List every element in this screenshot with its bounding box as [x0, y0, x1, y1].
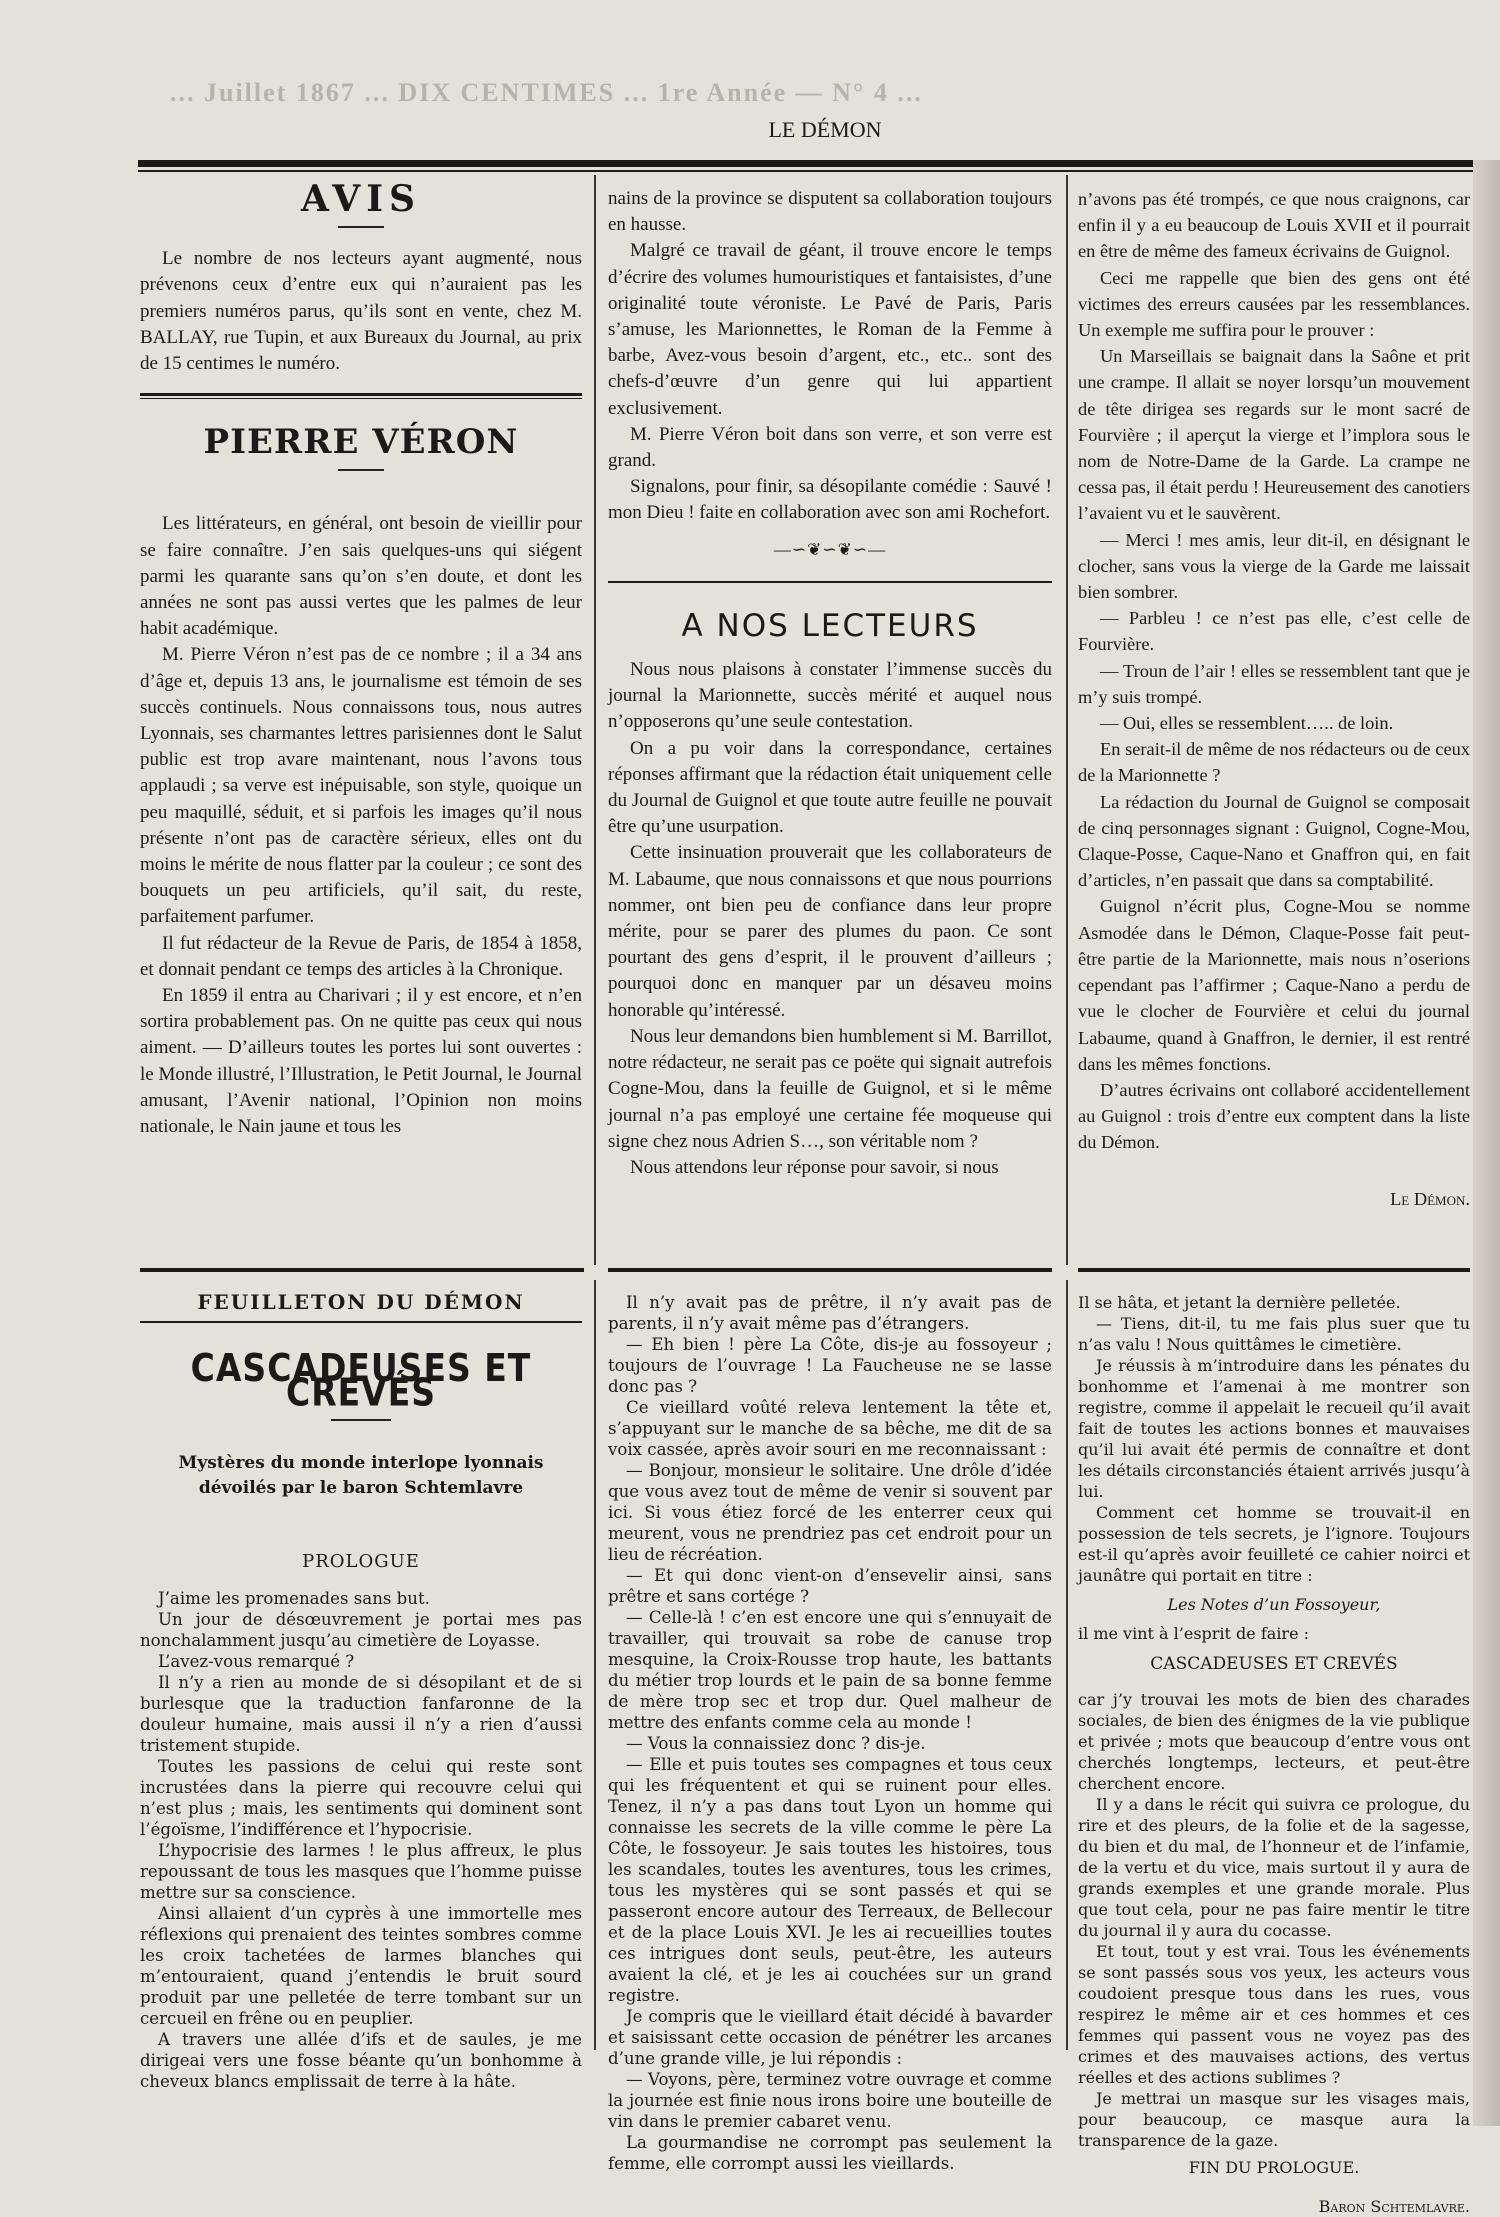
veron-paragraph: M. Pierre Véron n’est pas de ce nombre ; il a 34 ans d’âge et, depuis 13 ans, le journalisme est témoin de ses succès continuels. Nous connaissons tous, nous autres Lyonnais, ses charmantes lettres parisiennes dont le Salut public est trop avare maintenant, nous l’avons tous applaudi ; sa verve est inépuisable, son style, quoique un peu maquillé, séduit, et si parfois les images qu’il nous présente n’ont pas de caractère sérieux, elles ont du moins le mérite de nous flatter par la couleur ; ce sont des bouquets un peu artificiels, qu’il sait, du reste, parfaitement parfumer. — [140, 644, 582, 928]
feuilleton-paragraph: A travers une allée d’ifs et de saules, je me dirigeai vers une fosse béante qu’un bonhomme à cheveux blancs emplissait de terre à la hâte. — [140, 2030, 582, 2091]
lecteurs-paragraph: La rédaction du Journal de Guignol se composait de cinq personnages signant : Guignol, Cogne-Mou, Claque-Posse, Caque-Nano et Gnaffron qui, en fait d’articles, n’en passait que dans sa comptabilité. — [1078, 791, 1470, 891]
feuilleton-paragraph: il me vint à l’esprit de faire : — [1078, 1624, 1310, 1643]
feuilleton-paragraph: Il n’y a rien au monde de si désopilant et de si burlesque que la traduction fanfaronne de la douleur humaine, mais aussi il n’y a rien d’aussi tristement stupide. — [140, 1673, 582, 1755]
column-left — [140, 178, 582, 1140]
column-separator — [1066, 175, 1068, 1265]
veron-paragraph: Malgré ce travail de géant, il trouve encore le temps d’écrire des volumes humouristiques et fantaisistes, d’une originalité toute véroniste. Le Pavé de Paris, Paris s’amuse, les Marionnettes, le Roman de la Femme à barbe, Avez-vous besoin d’argent, etc., etc.. sont des chefs-d’œuvre d’un genre qui lui appartient exclusivement. — [608, 240, 1052, 419]
lecteurs-paragraph: Cette insinuation prouverait que les collaborateurs de M. Labaume, que nous connaissons et que nous pourrions nommer, ont bien peu de confiance dans leur propre mérite, pour se parer des plumes du paon. Ce sont pourtant des gens d’esprit, il le prouvent d’ailleurs ; pourquoi donc en manquer par un désaveu moins honorable qu’intéressé. — [608, 842, 1052, 1021]
page-edge-shadow — [1473, 160, 1500, 2126]
inner-title: CASCADEUSES ET CREVÉS — [1150, 1654, 1398, 1674]
top-rule — [138, 160, 1488, 167]
lecteurs-paragraph: On a pu voir dans la correspondance, certaines réponses affirmant que la rédaction était uniquement celle du Journal de Guignol et que toute autre feuille ne pouvait être qu’une usurpation. — [608, 737, 1052, 838]
lecteurs-title: A NOS LECTEURS — [681, 607, 979, 644]
feuilleton-paragraph: car j’y trouvai les mots de bien des charades sociales, de bien des énigmes de la vie publique et privée ; mots que beaucoup d’entre vous ont cherchés longtemps, lecteurs, et peut-être cherchent encore. — [1078, 1690, 1470, 1793]
feuilleton-title: CASCADEUSES ET CREVÉS — [190, 1345, 532, 1415]
lecteurs-paragraph: — Troun de l’air ! elles se ressemblent tant que je m’y suis trompé. — [1078, 660, 1470, 707]
feuilleton-subtitle: Mystères du monde interlope lyonnais dévoilés par le baron Schtemlavre — [178, 1453, 544, 1498]
feuilleton-paragraph: Il n’y avait pas de prêtre, il n’y avait pas de parents, il n’y avait même pas d’étrangers. — [608, 1293, 1052, 1333]
feuilleton-rule — [608, 1268, 1052, 1272]
veron-title: PIERRE VÉRON — [203, 422, 519, 463]
feuilleton-column-2 — [608, 1292, 1052, 2174]
feuilleton-paragraph: — Eh bien ! père La Côte, dis-je au fossoyeur ; toujours de l’ouvrage ! La Faucheuse ne se lasse donc pas ? — [608, 1335, 1052, 1396]
feuilleton-paragraph: Un jour de désœuvrement je portai mes pas nonchalamment jusqu’au cimetière de Loyasse. — [140, 1610, 582, 1650]
divider — [338, 226, 384, 228]
lecteurs-paragraph: — Merci ! mes amis, leur dit-il, en désignant le clocher, sans vous la vierge de la Garde me laissait bien sombrer. — [1078, 529, 1470, 603]
feuilleton-paragraph: La gourmandise ne corrompt pas seulement la femme, elle corrompt aussi les vieillards. — [608, 2133, 1052, 2173]
fin-prologue: FIN DU PROLOGUE. — [1188, 2158, 1360, 2177]
feuilleton-paragraph: — Voyons, père, terminez votre ouvrage et comme la journée est finie nous irons boire une bouteille de vin dans le premier cabaret venu. — [608, 2070, 1052, 2131]
veron-paragraph: Les littérateurs, en général, ont besoin de vieillir pour se faire connaître. J’en sais quelques-uns qui siégent parmi les quarante sans qu’on s’en doute, et dont les années ne sont pas aussi vertes que les palmes de leur habit académique. — [140, 513, 582, 640]
column-separator — [594, 1280, 596, 2050]
section-rule-thin — [140, 398, 582, 399]
feuilleton-paragraph: Je réussis à m’introduire dans les pénates du bonhomme et l’amenai à me montrer son registre, comme il appelait le recueil qu’il avait fait de toutes les actions bonnes et mauvaises qu’il lui avait été permis de connaître et dont les détails circonstanciés étaient arrivés jusqu’à lui. — [1078, 1356, 1470, 1501]
feuilleton-header: FEUILLETON DU DÉMON — [197, 1290, 525, 1314]
feuilleton-column-1 — [140, 1282, 582, 2092]
faint-header: ... Juillet 1867 ... DIX CENTIMES ... 1re Année — N° 4 ... — [170, 78, 923, 107]
feuilleton-paragraph: Je mettrai un masque sur les visages mais, pour beaucoup, ce masque aura la transparence de la gaze. — [1078, 2089, 1470, 2150]
lecteurs-paragraph: En serait-il de même de nos rédacteurs ou de ceux de la Marionnette ? — [1078, 739, 1470, 786]
feuilleton-paragraph: Je compris que le vieillard était décidé à bavarder et saisissant cette occasion de pénétrer les arcanes d’une grande ville, je lui répondis : — [608, 2007, 1052, 2068]
veron-paragraph: En 1859 il entra au Charivari ; il y est encore, et n’en sortira probablement pas. On ne quitte pas ceux qui nous aiment. — D’ailleurs toutes les portes lui sont ouvertes : le Monde illustré, l’Illustration, le Petit Journal, le Journal amusant, l’Avenir national, l’Opinion non moins nationale, le Nain jaune et tous les — [140, 985, 582, 1138]
column-right — [1078, 186, 1470, 1212]
column-middle — [608, 186, 1052, 1181]
feuilleton-paragraph: Comment cet homme se trouvait-il en possession de tels secrets, je l’ignore. Toujours est-il qu’après avoir feuilleté ce cahier noirci et jaunâtre qui portait en titre : — [1078, 1503, 1470, 1585]
ornament: —∽❦∽❦∽— — [773, 539, 887, 559]
divider — [338, 469, 384, 471]
lecteurs-signature: Le Démon. — [1390, 1188, 1470, 1209]
top-rule-thin — [138, 170, 1488, 172]
veron-paragraph: Il fut rédacteur de la Revue de Paris, de 1854 à 1858, et donnait pendant ce temps des articles à la Chronique. — [140, 932, 582, 980]
feuilleton-paragraph: — Tiens, dit-il, tu me fais plus suer que tu n’as valu ! Nous quittâmes le cimetière. — [1078, 1314, 1470, 1354]
section-rule — [140, 393, 582, 396]
lecteurs-paragraph: Nous leur demandons bien humblement si M. Barrillot, notre rédacteur, ne serait pas ce poëte qui signait autrefois Cogne-Mou, dans la feuille de Guignol, et si le même journal n’a pas employé une certaine fée moqueuse qui signe chez nous Adrien S…, son véritable nom ? — [608, 1025, 1052, 1152]
lecteurs-paragraph: Guignol n’écrit plus, Cogne-Mou se nomme Asmodée dans le Démon, Claque-Posse fait peut-être partie de la Marionnette, mais nous n’oserions cependant pas l’affirmer ; Caque-Nano a perdu de vue le clocher de Fourvière et celui du journal Labaume, quand à Gnaffron, le dernier, il est rentré dans les mêmes fonctions. — [1078, 896, 1470, 1074]
section-rule — [140, 1321, 582, 1323]
feuilleton-paragraph: Toutes les passions de celui qui reste sont incrustées dans la pierre qui recouvre celui qui n’est plus ; mais, les sentiments qui dominent sont l’égoïsme, l’indifférence et l’hypocrisie. — [140, 1757, 582, 1839]
lecteurs-paragraph: D’autres écrivains ont collaboré accidentellement au Guignol : trois d’entre eux comptent dans la liste du Démon. — [1078, 1079, 1470, 1153]
feuilleton-paragraph: Il se hâta, et jetant la dernière pelletée. — [1078, 1293, 1401, 1312]
lecteurs-paragraph: — Oui, elles se ressemblent….. de loin. — [1100, 713, 1394, 734]
feuilleton-paragraph: Ainsi allaient d’un cyprès à une immortelle mes réflexions qui prenaient des teintes sombres comme les croix tachetées de larmes blanches qui m’entouraient, quand j’entendis le bruit sourd produit par une pelletée de terre tombant sur un cercueil en frêne ou en peuplier. — [140, 1904, 582, 2028]
feuilleton-paragraph: Il y a dans le récit qui suivra ce prologue, du rire et des pleurs, de la folie et de la sagesse, du bien et du mal, de l’honneur et de l’infamie, de la vertu et du vice, mais surtout il y aura de grands exemples et une grande morale. Plus que tout cela, pour ne pas faire mentir le titre du journal il y aura du cocasse. — [1078, 1795, 1470, 1940]
veron-paragraph: Signalons, pour finir, sa désopilante comédie : Sauvé ! mon Dieu ! faite en collaboration avec son ami Rochefort. — [608, 476, 1052, 524]
lecteurs-paragraph: Nous nous plaisons à constater l’immense succès du journal la Marionnette, succès mérité et auquel nous n’opposerons qu’une seule contestation. — [608, 659, 1052, 733]
column-separator — [1066, 1280, 1068, 2050]
lecteurs-paragraph: Nous attendons leur réponse pour savoir, si nous — [630, 1156, 999, 1178]
feuilleton-paragraph: — Elle et puis toutes ses compagnes et tous ceux qui les fréquentent et qui se ruinent pour elles. Tenez, il n’y a pas dans tout Lyon un homme qui connaisse les secrets de la ville comme le père La Côte, le fossoyeur. Je sais toutes les histoires, tous les scandales, toutes les aventures, tous les crimes, tous les mystères qui se sont passés et qui se passeront encore autour des Terreaux, de Bellecour et de la place Louis XVI. Je les ai recueillies toutes ces intrigues dont seuls, peut-être, les auteurs avaient la clé, et je les ai couchées sur un grand registre. — [608, 1755, 1052, 2005]
veron-paragraph: M. Pierre Véron boit dans son verre, et son verre est grand. — [608, 423, 1052, 472]
lecteurs-paragraph: Ceci me rappelle que bien des gens ont été victimes des erreurs causées par les ressemblances. Un exemple me suffira pour le prouver : — [1078, 267, 1470, 341]
feuilleton-rule — [1078, 1268, 1470, 1272]
lecteurs-paragraph: — Parbleu ! ce n’est pas elle, c’est celle de Fourvière. — [1078, 608, 1470, 655]
feuilleton-paragraph: — Celle-là ! c’en est encore une qui s’ennuyait de travailler, qui trouvait sa robe de canuse trop mesquine, la Croix-Rousse trop haute, les battants du métier trop lourds et le pain de sa bonne femme de mère trop sec et trop dur. Quel malheur de mettre des enfants comme cela au monde ! — [608, 1608, 1052, 1732]
feuilleton-paragraph: J’aime les promenades sans but. — [158, 1589, 430, 1608]
divider — [331, 1419, 391, 1421]
feuilleton-signature: Baron Schtemlavre. — [1318, 2197, 1470, 2216]
feuilleton-rule — [140, 1268, 584, 1272]
veron-paragraph: nains de la province se disputent sa collaboration toujours en hausse. — [608, 188, 1052, 236]
avis-text: Le nombre de nos lecteurs ayant augmenté, nous prévenons ceux d’entre eux qui n’auraient pas les premiers numéros parus, qu’ils sont en vente, chez M. BALLAY, rue Tupin, et aux Bureaux du Journal, au prix de 15 centimes le numéro. — [140, 248, 582, 375]
prologue-heading: PROLOGUE — [302, 1551, 420, 1572]
feuilleton-paragraph: — Vous la connaissiez donc ? dis-je. — [626, 1734, 926, 1753]
feuilleton-paragraph: Ce vieillard voûté releva lentement la tête et, s’appuyant sur le manche de sa bêche, me dit de sa voix cassée, après avoir souri en me reconnaissant : — [608, 1398, 1052, 1459]
feuilleton-paragraph: L’hypocrisie des larmes ! le plus affreux, le plus repoussant de tous les masques que l’homme puisse mettre sur sa conscience. — [140, 1841, 582, 1902]
section-rule — [608, 581, 1052, 583]
feuilleton-paragraph: — Et qui donc vient-on d’ensevelir ainsi, sans prêtre et sans cortége ? — [608, 1566, 1052, 1606]
lecteurs-paragraph: Un Marseillais se baignait dans la Saône et prit une crampe. Il allait se noyer lorsqu’un mouvement de tête dirigea ses regards sur le mont sacré de Fourvière ; il aperçut la vierge et l’implora sous le nom de Notre-Dame de la Garde. La crampe ne cessa pas, il était perdu ! Heureusement des canotiers l’avaient vu et le sauvèrent. — [1078, 346, 1470, 524]
notes-title: Les Notes d’un Fossoyeur, — [1167, 1595, 1381, 1614]
avis-title: AVIS — [300, 178, 422, 220]
running-head: LE DÉMON — [768, 117, 882, 142]
lecteurs-paragraph: n’avons pas été trompés, ce que nous craignons, car enfin il y a eu beaucoup de Louis XVII et il pourrait en être de même des fameux écrivains de Guignol. — [1078, 189, 1470, 262]
feuilleton-paragraph: L’avez-vous remarqué ? — [158, 1652, 355, 1671]
feuilleton-column-3 — [1078, 1292, 1470, 2217]
column-separator — [594, 175, 596, 1265]
feuilleton-paragraph: Et tout, tout y est vrai. Tous les événements se sont passés sous vos yeux, les acteurs vous coudoient presque tous dans les rues, vous respirez le même air et ces hommes et ces femmes qui passent vous ne voyez pas des crimes et des mauvaises actions, des vertus réelles et des actions sublimes ? — [1078, 1942, 1470, 2087]
feuilleton-paragraph: — Bonjour, monsieur le solitaire. Une drôle d’idée que vous avez tout de même de venir si souvent par ici. Si vous étiez forcé de les enterrer ceux qui meurent, vous ne prendriez pas cet endroit pour un lieu de récréation. — [608, 1461, 1052, 1564]
